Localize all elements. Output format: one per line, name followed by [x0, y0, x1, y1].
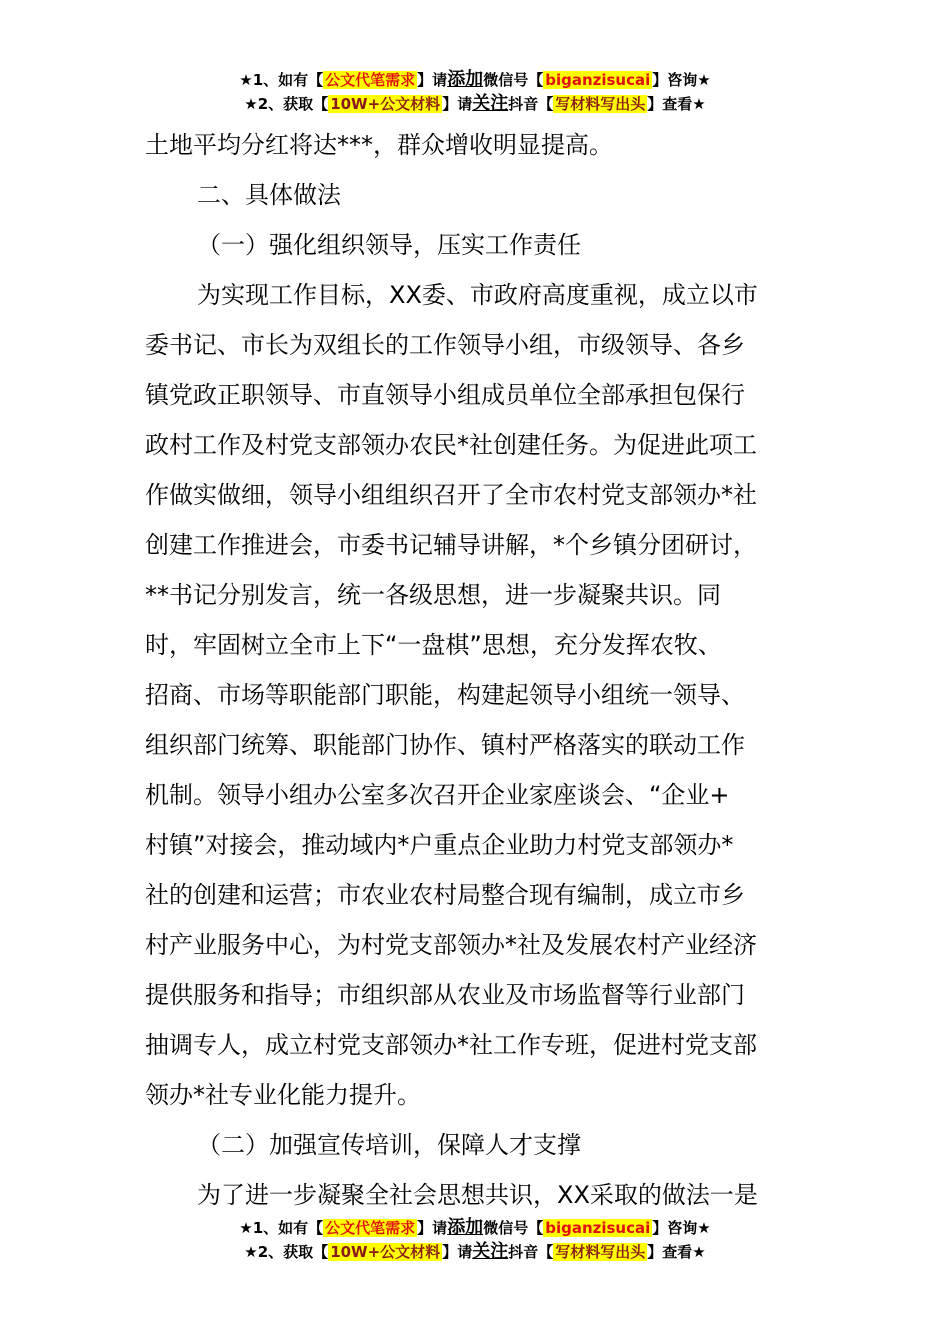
promo-line-1: ★1、如有【 公文代笔需求 】请添加微信号【 biganzisucai 】咨询★: [239, 69, 711, 90]
highlight-wechat-id: biganzisucai: [545, 1219, 651, 1237]
highlight-writing-service: 公文代笔需求: [325, 1219, 416, 1237]
subsection-heading-1: （一）强化组织领导，压实工作责任: [197, 231, 581, 259]
highlight-materials: 10W+公文材料: [330, 95, 441, 113]
promo-line-2: ★2、获取【 10W+公文材料 】请关注抖音【 写材料写出头 】查看★: [244, 93, 706, 114]
paragraph-organization: 为实现工作目标，XX委、市政府高度重视，成立以市 委书记、市长为双组长的工作领导小组，市级领导、各乡 镇党政正职领导、市直领导小组成员单位全部承担包保行 政村工作及村党支部领办农民*社创建任务。为促进此项工 作做实做细，领导小组组织召开了全市农村党支部领办*社 创建工作推进会，市委书记辅导讲解，*个乡镇分团研讨， **书记分别发言，统一各级思想，进一步凝聚共识。同 时，牢固树立全市上下“一盘棋”思想，充分发挥农牧、 招商、市场等职能部门职能，构建起领导小组统一领导、 组织部门统筹、职能部门协作、镇村严格落实的联动工作 机制。领导小组办公室多次召开企业家座谈会、“企业+ 村镇”对接会，推动域内*户重点企业助力村党支部领办* 社的创建和运营；市农业农村局整合现有编制，成立市乡 村产业服务中心，为村党支部领办*社及发展农村产业经济 提供服务和指导；市组织部从农业及市场监督等行业部门 抽调专人，成立村党支部领办*社工作专班，促进村党支部 领办*社专业化能力提升。: [145, 281, 758, 1109]
highlight-writing-service: 公文代笔需求: [325, 71, 416, 89]
promo-banner-bottom: [0, 1216, 950, 1264]
promo-line-1: ★1、如有【 公文代笔需求 】请添加微信号【 biganzisucai 】咨询★: [239, 1217, 711, 1238]
promo-line-2: ★2、获取【 10W+公文材料 】请关注抖音【 写材料写出头 】查看★: [244, 1241, 706, 1262]
highlight-douyin-account: 写材料写出头: [555, 1243, 646, 1261]
section-heading: 二、具体做法: [197, 181, 341, 209]
highlight-wechat-id: biganzisucai: [545, 71, 651, 89]
document-body: [145, 120, 807, 1220]
subsection-heading-2: （二）加强宣传培训，保障人才支撑: [197, 1131, 581, 1159]
highlight-materials: 10W+公文材料: [330, 1243, 441, 1261]
promo-banner-top: [0, 68, 950, 116]
paragraph-training: 为了进一步凝聚全社会思想共识，XX采取的做法一是: [197, 1181, 758, 1209]
paragraph-continuation: 土地平均分红将达***，群众增收明显提高。: [145, 131, 613, 159]
highlight-douyin-account: 写材料写出头: [555, 95, 646, 113]
